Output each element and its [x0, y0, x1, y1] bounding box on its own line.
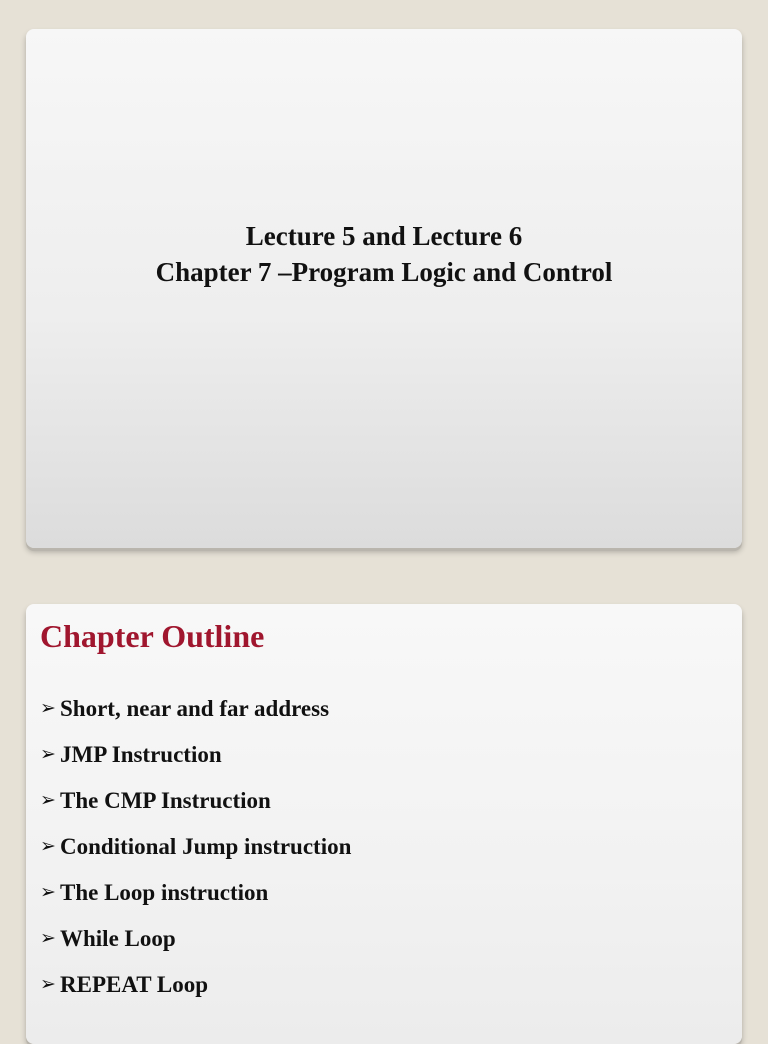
list-item — [40, 694, 351, 740]
outline-slide — [26, 604, 742, 1044]
list-item — [40, 786, 351, 832]
arrow-bullet-icon: ➢ — [40, 743, 56, 765]
arrow-bullet-icon: ➢ — [40, 697, 56, 719]
list-item-label: The Loop instruction — [60, 880, 269, 905]
slide-title-line-1: Lecture 5 and Lecture 6 — [245, 221, 523, 251]
arrow-bullet-icon: ➢ — [40, 789, 56, 811]
slide-title-line-2: Chapter 7 –Program Logic and Control — [155, 257, 613, 287]
list-item-label: REPEAT Loop — [60, 972, 209, 997]
list-item — [40, 878, 351, 924]
outline-heading: Chapter Outline — [40, 618, 265, 654]
arrow-bullet-icon: ➢ — [40, 973, 56, 995]
list-item-label: While Loop — [60, 926, 176, 951]
slide-title — [26, 218, 742, 290]
list-item — [40, 832, 351, 878]
list-item — [40, 924, 351, 970]
list-item — [40, 970, 351, 1016]
outline-list — [40, 694, 351, 1016]
list-item-label: Conditional Jump instruction — [60, 834, 352, 859]
list-item-label: The CMP Instruction — [60, 788, 271, 813]
arrow-bullet-icon: ➢ — [40, 881, 56, 903]
arrow-bullet-icon: ➢ — [40, 927, 56, 949]
list-item — [40, 740, 351, 786]
title-slide — [26, 29, 742, 548]
arrow-bullet-icon: ➢ — [40, 835, 56, 857]
list-item-label: Short, near and far address — [60, 696, 330, 721]
list-item-label: JMP Instruction — [60, 742, 222, 767]
